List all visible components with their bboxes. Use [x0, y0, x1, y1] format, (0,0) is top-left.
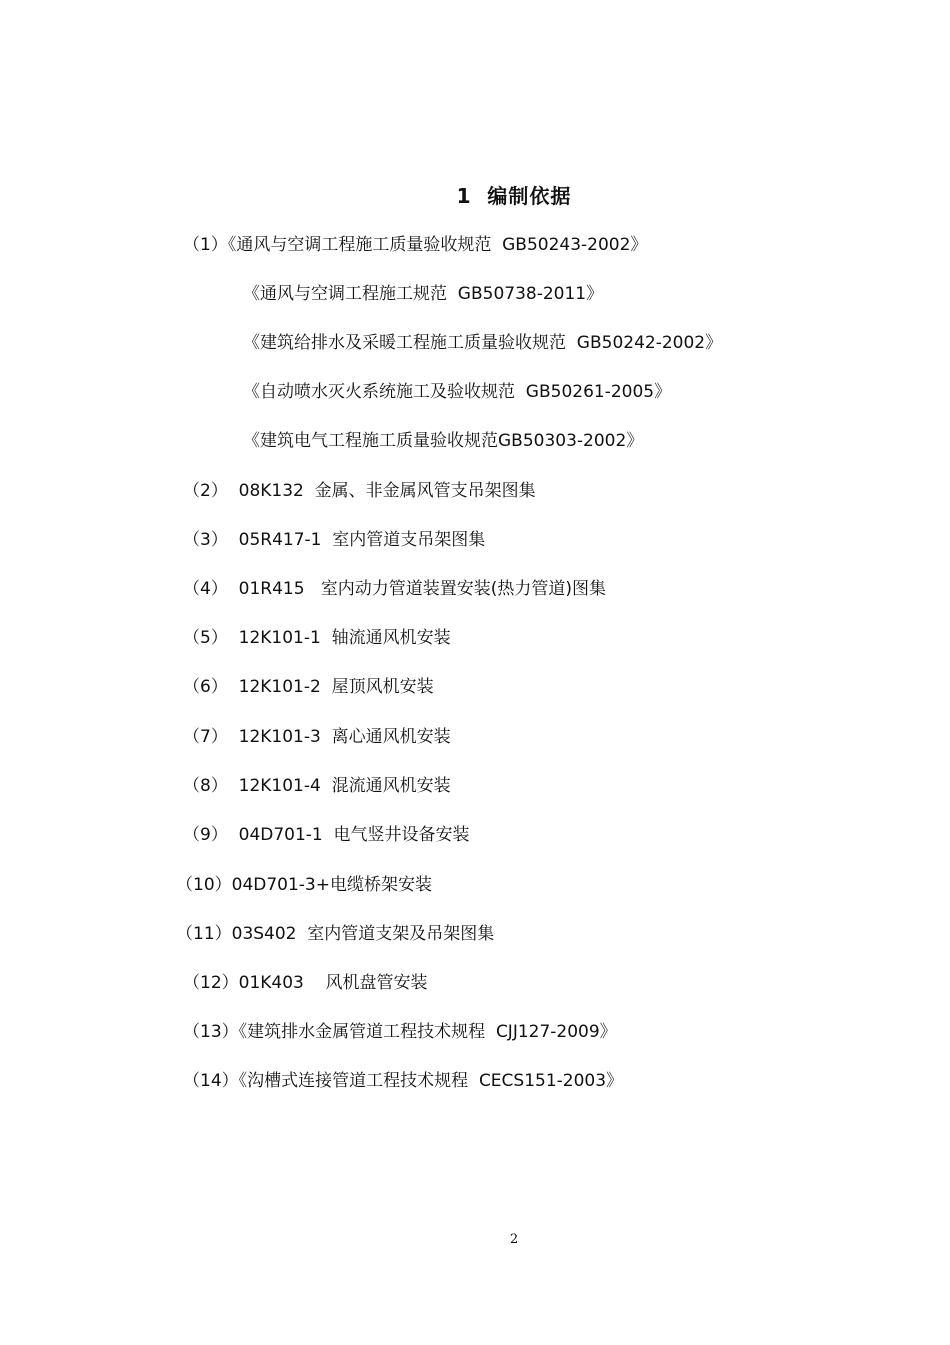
reference-item: 《通风与空调工程施工规范 GB50738-2011》	[243, 284, 604, 304]
reference-item: （1）《通风与空调工程施工质量验收规范 GB50243-2002》	[183, 235, 648, 255]
reference-item: （7） 12K101-3 离心通风机安装	[183, 727, 451, 747]
reference-item: 《建筑给排水及采暖工程施工质量验收规范 GB50242-2002》	[243, 333, 723, 353]
reference-item: （6） 12K101-2 屋顶风机安装	[183, 677, 434, 697]
reference-item: 《建筑电气工程施工质量验收规范GB50303-2002》	[243, 431, 644, 451]
reference-item: （9） 04D701-1 电气竖井设备安装	[183, 825, 470, 845]
page-title: 1 编制依据	[456, 184, 572, 208]
reference-item: （11）03S402 室内管道支架及吊架图集	[176, 924, 495, 944]
reference-item: （2） 08K132 金属、非金属风管支吊架图集	[183, 481, 536, 501]
page-number: 2	[509, 1232, 519, 1247]
reference-item: （10）04D701-3+电缆桥架安装	[176, 875, 432, 895]
reference-item: （3） 05R417-1 室内管道支吊架图集	[183, 530, 486, 550]
reference-item: （13）《建筑排水金属管道工程技术规程 CJJ127-2009》	[183, 1022, 617, 1042]
reference-item: （5） 12K101-1 轴流通风机安装	[183, 628, 451, 648]
reference-item: （8） 12K101-4 混流通风机安装	[183, 776, 451, 796]
reference-item: （14）《沟槽式连接管道工程技术规程 CECS151-2003》	[183, 1071, 624, 1091]
reference-item: （4） 01R415 室内动力管道装置安装(热力管道)图集	[183, 579, 606, 599]
reference-item: 《自动喷水灭火系统施工及验收规范 GB50261-2005》	[243, 382, 672, 402]
reference-item: （12）01K403 风机盘管安装	[183, 973, 428, 993]
